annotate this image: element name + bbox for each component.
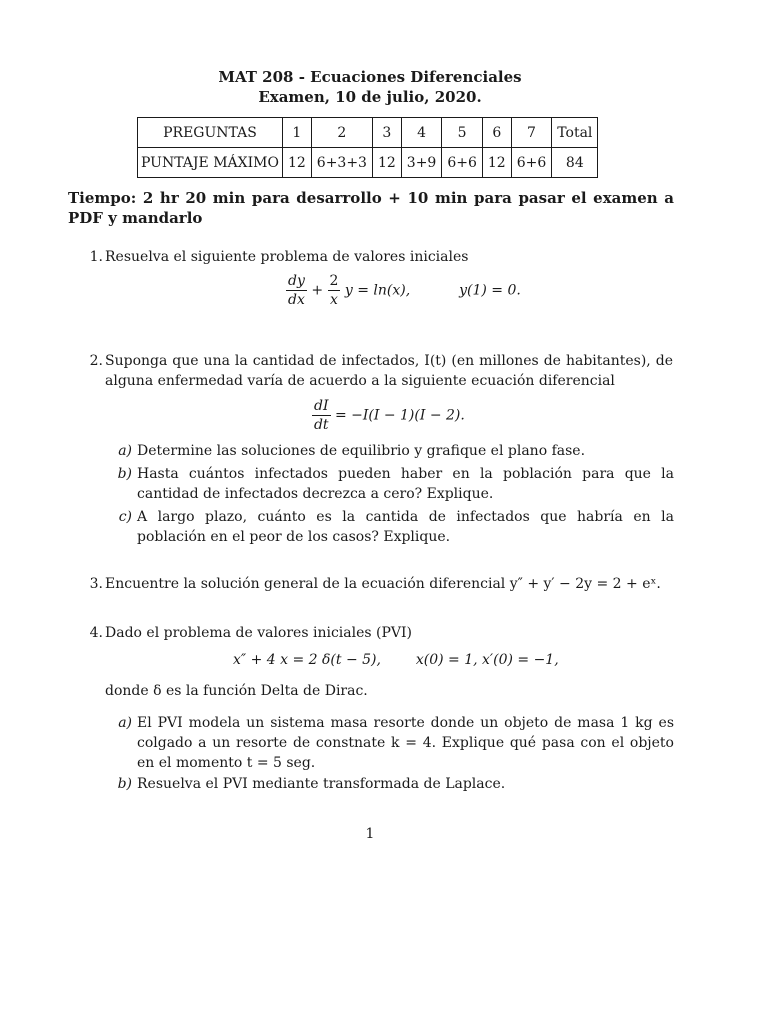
numerator: dy [288, 273, 305, 289]
equation-2 [312, 397, 465, 434]
question-number: 1. [89, 249, 103, 265]
initial-condition: y(1) = 0. [459, 282, 521, 299]
equation-rhs: y = ln(x), [344, 282, 411, 299]
part-label: c) [118, 509, 132, 525]
question-cell: 3 [372, 118, 401, 148]
course-title: MAT 208 - Ecuaciones Diferenciales [218, 68, 522, 86]
points-cell: 12 [282, 148, 311, 178]
part-label: a) [118, 715, 132, 731]
question-cell: 4 [401, 118, 442, 148]
equation-4 [233, 652, 559, 668]
questions-label: PREGUNTAS [138, 118, 283, 148]
part-text: Hasta cuántos infectados pueden haber en la población para que la cantidad de infectados decrezca a cero? Explique. [137, 466, 674, 502]
exam-date: Examen, 10 de julio, 2020. [258, 88, 482, 106]
question-cell: 7 [511, 118, 552, 148]
fraction-dy-dx [286, 272, 307, 309]
question-cell: Total [552, 118, 598, 148]
initial-conditions: x(0) = 1, x′(0) = −1, [415, 652, 559, 668]
numerator: dI [314, 398, 329, 414]
question-number: 4. [89, 625, 103, 641]
question-number: 2. [89, 353, 103, 369]
time-note: Tiempo: 2 hr 20 min para desarrollo + 10 min para pasar el examen a PDF y mandarlo [68, 189, 674, 227]
page-number: 1 [365, 826, 375, 842]
fraction-2-x [328, 272, 341, 309]
part-text: El PVI modela un sistema masa resorte donde un objeto de masa 1 kg es colgado a un resorte de constnate k = 4. Explique qué pasa con el objeto en el momento t = 5 seg. [137, 715, 674, 771]
part-label: b) [117, 776, 132, 792]
part-label: b) [117, 466, 132, 482]
question-text: Suponga que una la cantidad de infectados, I(t) (en millones de habitantes), de alguna enfermedad varía de acuerdo a la siguiente ecuación diferencial [105, 353, 673, 389]
points-label: PUNTAJE MÁXIMO [138, 148, 283, 178]
points-cell: 12 [482, 148, 511, 178]
question-cell: 6 [482, 118, 511, 148]
fraction-dI-dt [312, 397, 331, 434]
question-text: Encuentre la solución general de la ecuación diferencial y″ + y′ − 2y = 2 + eˣ. [105, 576, 661, 592]
points-cell: 6+6 [511, 148, 552, 178]
denominator: dx [288, 292, 305, 308]
equation-rhs: = −I(I − 1)(I − 2). [334, 407, 465, 424]
delta-note: donde δ es la función Delta de Dirac. [105, 683, 368, 699]
points-cell: 6+6 [442, 148, 483, 178]
part-label: a) [118, 443, 132, 459]
question-number: 3. [89, 576, 103, 592]
part-text: Determine las soluciones de equilibrio y grafique el plano fase. [137, 443, 586, 459]
points-row [138, 148, 598, 178]
numerator: 2 [329, 273, 339, 289]
points-cell: 6+3+3 [311, 148, 372, 178]
question-text: Resuelva el siguiente problema de valores iniciales [105, 249, 469, 265]
points-cell: 84 [552, 148, 598, 178]
question-text: Dado el problema de valores iniciales (PVI) [105, 625, 412, 641]
question-cell: 5 [442, 118, 483, 148]
equation-1: $\frac{dy}{dx}$ + $\frac{2}{x}$ y = ln(x), y(1) = 0. [288, 273, 521, 308]
part-text: Resuelva el PVI mediante transformada de Laplace. [137, 776, 506, 792]
question-cell: 2 [311, 118, 372, 148]
points-cell: 12 [372, 148, 401, 178]
questions-row [138, 118, 598, 148]
question-cell: 1 [282, 118, 311, 148]
score-table [137, 117, 598, 178]
points-cell: 3+9 [401, 148, 442, 178]
part-text: A largo plazo, cuánto es la cantida de infectados que habría en la población en el peor de los casos? Explique. [137, 509, 674, 545]
equation-main: x″ + 4 x = 2 δ(t − 5), [233, 652, 381, 668]
denominator: x [330, 292, 338, 308]
denominator: dt [313, 417, 329, 433]
